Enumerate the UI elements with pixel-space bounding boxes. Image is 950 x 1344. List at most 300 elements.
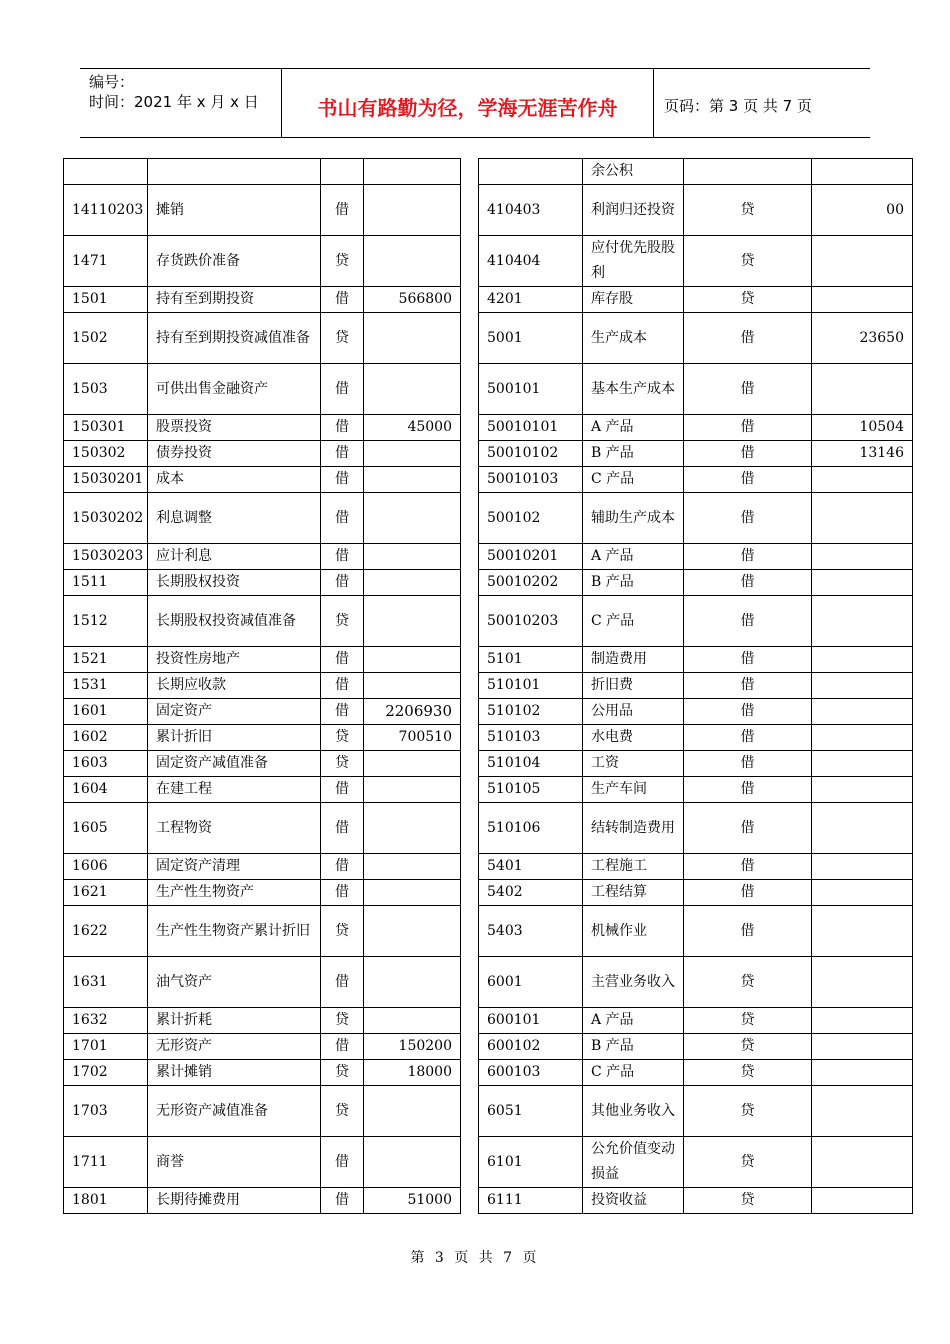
right-account-name: 生产车间 <box>583 777 684 803</box>
column-gap <box>461 364 479 415</box>
right-direction: 借 <box>684 880 812 906</box>
left-account-code: 15030201 <box>64 467 148 493</box>
header-page-info <box>654 69 870 137</box>
account-table <box>63 158 913 1214</box>
right-account-name: B 产品 <box>583 441 684 467</box>
table-row <box>64 699 913 725</box>
right-account-name: C 产品 <box>583 467 684 493</box>
right-account-name: A 产品 <box>583 415 684 441</box>
left-account-code: 1502 <box>64 313 148 364</box>
left-amount <box>364 957 461 1008</box>
right-amount <box>812 699 913 725</box>
right-amount <box>812 1034 913 1060</box>
left-account-code: 1471 <box>64 236 148 287</box>
right-direction: 借 <box>684 441 812 467</box>
left-account-code: 1631 <box>64 957 148 1008</box>
column-gap <box>461 1188 479 1214</box>
column-gap <box>461 287 479 313</box>
right-account-code: 410404 <box>479 236 583 287</box>
header-meta <box>80 69 282 137</box>
right-direction <box>684 159 812 185</box>
left-amount <box>364 570 461 596</box>
right-direction: 借 <box>684 544 812 570</box>
table-row <box>64 1060 913 1086</box>
right-account-code: 510105 <box>479 777 583 803</box>
column-gap <box>461 544 479 570</box>
left-amount <box>364 236 461 287</box>
column-gap <box>461 596 479 647</box>
left-account-name: 工程物资 <box>148 803 321 854</box>
right-account-code: 600102 <box>479 1034 583 1060</box>
right-account-name: 工程结算 <box>583 880 684 906</box>
right-account-code: 4201 <box>479 287 583 313</box>
left-account-code: 1603 <box>64 751 148 777</box>
right-amount <box>812 364 913 415</box>
left-account-code: 1632 <box>64 1008 148 1034</box>
right-direction: 借 <box>684 803 812 854</box>
column-gap <box>461 777 479 803</box>
left-account-code: 14110203 <box>64 185 148 236</box>
serial-label: 编号： <box>89 73 135 91</box>
column-gap <box>461 467 479 493</box>
left-account-code <box>64 159 148 185</box>
right-amount <box>812 1188 913 1214</box>
left-account-code: 1512 <box>64 596 148 647</box>
left-direction: 贷 <box>321 906 364 957</box>
left-account-code: 1701 <box>64 1034 148 1060</box>
right-account-code: 600101 <box>479 1008 583 1034</box>
left-direction: 借 <box>321 1188 364 1214</box>
left-amount <box>364 467 461 493</box>
right-amount <box>812 467 913 493</box>
left-amount <box>364 751 461 777</box>
left-account-name: 持有至到期投资 <box>148 287 321 313</box>
left-account-name: 应计利息 <box>148 544 321 570</box>
left-amount <box>364 185 461 236</box>
column-gap <box>461 1008 479 1034</box>
left-amount <box>364 880 461 906</box>
left-direction <box>321 159 364 185</box>
left-direction: 借 <box>321 467 364 493</box>
right-amount <box>812 647 913 673</box>
left-account-name: 持有至到期投资减值准备 <box>148 313 321 364</box>
right-direction: 借 <box>684 777 812 803</box>
left-amount <box>364 1008 461 1034</box>
table-row <box>64 596 913 647</box>
page-indicator: 页码：第 3 页 共 7 页 <box>664 96 812 115</box>
left-account-name: 利息调整 <box>148 493 321 544</box>
left-account-code: 1801 <box>64 1188 148 1214</box>
left-amount: 51000 <box>364 1188 461 1214</box>
right-account-code: 50010103 <box>479 467 583 493</box>
right-direction: 借 <box>684 493 812 544</box>
right-amount: 00 <box>812 185 913 236</box>
table-row <box>64 415 913 441</box>
right-account-code: 6051 <box>479 1086 583 1137</box>
right-account-code: 6101 <box>479 1137 583 1188</box>
left-amount <box>364 647 461 673</box>
left-direction: 借 <box>321 493 364 544</box>
left-account-name: 无形资产减值准备 <box>148 1086 321 1137</box>
right-account-code: 50010101 <box>479 415 583 441</box>
right-account-name: 水电费 <box>583 725 684 751</box>
right-account-name: 机械作业 <box>583 906 684 957</box>
left-account-code: 1622 <box>64 906 148 957</box>
right-direction: 借 <box>684 415 812 441</box>
table-row <box>64 906 913 957</box>
column-gap <box>461 415 479 441</box>
left-account-name: 无形资产 <box>148 1034 321 1060</box>
table-row <box>64 467 913 493</box>
left-direction: 借 <box>321 415 364 441</box>
table-row <box>64 287 913 313</box>
column-gap <box>461 751 479 777</box>
right-account-code: 510103 <box>479 725 583 751</box>
left-direction: 借 <box>321 957 364 1008</box>
column-gap <box>461 880 479 906</box>
right-account-name: 制造费用 <box>583 647 684 673</box>
right-account-code: 500101 <box>479 364 583 415</box>
right-account-name: 折旧费 <box>583 673 684 699</box>
left-account-name: 在建工程 <box>148 777 321 803</box>
left-direction: 贷 <box>321 313 364 364</box>
table-row <box>64 880 913 906</box>
left-direction: 借 <box>321 880 364 906</box>
left-account-name: 股票投资 <box>148 415 321 441</box>
left-amount <box>364 596 461 647</box>
right-amount <box>812 957 913 1008</box>
right-amount <box>812 1086 913 1137</box>
right-account-name: A 产品 <box>583 1008 684 1034</box>
right-direction: 贷 <box>684 957 812 1008</box>
table-row <box>64 1188 913 1214</box>
left-direction: 借 <box>321 803 364 854</box>
page-footer: 第 3 页 共 7 页 <box>410 1250 540 1266</box>
left-direction: 贷 <box>321 236 364 287</box>
left-direction: 借 <box>321 544 364 570</box>
left-account-code: 1606 <box>64 854 148 880</box>
left-account-name: 长期待摊费用 <box>148 1188 321 1214</box>
left-amount <box>364 364 461 415</box>
left-account-code: 1602 <box>64 725 148 751</box>
right-amount <box>812 673 913 699</box>
right-direction: 借 <box>684 647 812 673</box>
right-amount <box>812 159 913 185</box>
left-account-code: 1702 <box>64 1060 148 1086</box>
left-amount <box>364 777 461 803</box>
table-row <box>64 957 913 1008</box>
left-account-name: 债券投资 <box>148 441 321 467</box>
right-account-name: 基本生产成本 <box>583 364 684 415</box>
right-account-name: 利润归还投资 <box>583 185 684 236</box>
left-account-name: 长期股权投资减值准备 <box>148 596 321 647</box>
table-row <box>64 493 913 544</box>
right-direction: 借 <box>684 364 812 415</box>
left-account-code: 1605 <box>64 803 148 854</box>
table-row <box>64 185 913 236</box>
left-account-code: 1511 <box>64 570 148 596</box>
right-account-name: C 产品 <box>583 1060 684 1086</box>
table-row <box>64 1137 913 1188</box>
left-direction: 借 <box>321 441 364 467</box>
right-direction: 贷 <box>684 1008 812 1034</box>
right-account-code: 50010202 <box>479 570 583 596</box>
left-account-code: 1711 <box>64 1137 148 1188</box>
left-amount <box>364 854 461 880</box>
table-row <box>64 854 913 880</box>
right-account-name: 辅助生产成本 <box>583 493 684 544</box>
left-amount <box>364 1086 461 1137</box>
table-row <box>64 1086 913 1137</box>
right-amount <box>812 570 913 596</box>
right-direction: 贷 <box>684 1034 812 1060</box>
right-direction: 借 <box>684 570 812 596</box>
right-amount <box>812 493 913 544</box>
right-account-code: 50010203 <box>479 596 583 647</box>
left-account-code: 1531 <box>64 673 148 699</box>
right-amount <box>812 1060 913 1086</box>
right-account-code: 410403 <box>479 185 583 236</box>
right-account-name: B 产品 <box>583 1034 684 1060</box>
left-account-name: 商誉 <box>148 1137 321 1188</box>
left-direction: 贷 <box>321 1008 364 1034</box>
right-account-name: A 产品 <box>583 544 684 570</box>
column-gap <box>461 854 479 880</box>
column-gap <box>461 1034 479 1060</box>
right-account-code: 5402 <box>479 880 583 906</box>
left-account-name: 累计折旧 <box>148 725 321 751</box>
right-amount <box>812 725 913 751</box>
right-account-name: 主营业务收入 <box>583 957 684 1008</box>
right-direction: 借 <box>684 673 812 699</box>
right-direction: 借 <box>684 699 812 725</box>
left-direction: 借 <box>321 570 364 596</box>
left-amount <box>364 493 461 544</box>
right-account-code: 510102 <box>479 699 583 725</box>
left-direction: 借 <box>321 1034 364 1060</box>
right-direction: 借 <box>684 313 812 364</box>
left-direction: 借 <box>321 364 364 415</box>
left-account-name: 累计摊销 <box>148 1060 321 1086</box>
right-amount: 13146 <box>812 441 913 467</box>
left-direction: 借 <box>321 777 364 803</box>
left-amount: 566800 <box>364 287 461 313</box>
right-account-name: 公允价值变动损益 <box>583 1137 684 1188</box>
right-account-code: 600103 <box>479 1060 583 1086</box>
right-account-name: B 产品 <box>583 570 684 596</box>
right-amount <box>812 906 913 957</box>
right-account-code <box>479 159 583 185</box>
left-account-name: 固定资产 <box>148 699 321 725</box>
left-account-code: 1501 <box>64 287 148 313</box>
left-account-name: 投资性房地产 <box>148 647 321 673</box>
left-account-code: 1621 <box>64 880 148 906</box>
left-account-name: 生产性生物资产 <box>148 880 321 906</box>
left-account-code: 1703 <box>64 1086 148 1137</box>
right-direction: 借 <box>684 906 812 957</box>
right-account-code: 5403 <box>479 906 583 957</box>
left-amount: 45000 <box>364 415 461 441</box>
right-account-name: 工资 <box>583 751 684 777</box>
table-row <box>64 803 913 854</box>
column-gap <box>461 441 479 467</box>
right-direction: 借 <box>684 854 812 880</box>
right-direction: 贷 <box>684 1188 812 1214</box>
right-amount <box>812 544 913 570</box>
page-header <box>80 68 870 138</box>
left-direction: 借 <box>321 647 364 673</box>
table-row <box>64 236 913 287</box>
column-gap <box>461 1137 479 1188</box>
left-account-name: 油气资产 <box>148 957 321 1008</box>
table-row <box>64 1034 913 1060</box>
table-row <box>64 570 913 596</box>
right-direction: 借 <box>684 596 812 647</box>
table-row <box>64 441 913 467</box>
column-gap <box>461 493 479 544</box>
left-direction: 借 <box>321 673 364 699</box>
right-account-code: 510106 <box>479 803 583 854</box>
right-amount <box>812 287 913 313</box>
column-gap <box>461 725 479 751</box>
column-gap <box>461 236 479 287</box>
right-account-code: 5001 <box>479 313 583 364</box>
left-account-code: 1521 <box>64 647 148 673</box>
right-amount: 10504 <box>812 415 913 441</box>
left-account-name: 可供出售金融资产 <box>148 364 321 415</box>
right-direction: 贷 <box>684 1137 812 1188</box>
left-direction: 贷 <box>321 1086 364 1137</box>
right-amount <box>812 236 913 287</box>
left-account-code: 150301 <box>64 415 148 441</box>
left-direction: 借 <box>321 699 364 725</box>
table-row <box>64 777 913 803</box>
column-gap <box>461 313 479 364</box>
left-account-code: 15030202 <box>64 493 148 544</box>
date-text: 时间：2021 年 x 月 x 日 <box>89 93 259 111</box>
left-amount <box>364 673 461 699</box>
right-amount <box>812 1008 913 1034</box>
right-amount: 23650 <box>812 313 913 364</box>
left-account-name: 成本 <box>148 467 321 493</box>
left-amount <box>364 803 461 854</box>
table-row <box>64 364 913 415</box>
right-account-code: 5101 <box>479 647 583 673</box>
right-account-code: 6111 <box>479 1188 583 1214</box>
right-direction: 贷 <box>684 236 812 287</box>
left-amount: 700510 <box>364 725 461 751</box>
right-direction: 借 <box>684 725 812 751</box>
column-gap <box>461 159 479 185</box>
left-amount <box>364 313 461 364</box>
right-amount <box>812 1137 913 1188</box>
left-amount: 150200 <box>364 1034 461 1060</box>
right-account-name: 结转制造费用 <box>583 803 684 854</box>
right-account-code: 50010201 <box>479 544 583 570</box>
left-amount <box>364 544 461 570</box>
left-account-code: 1604 <box>64 777 148 803</box>
column-gap <box>461 673 479 699</box>
left-amount <box>364 441 461 467</box>
left-account-name: 累计折耗 <box>148 1008 321 1034</box>
right-amount <box>812 777 913 803</box>
left-account-code: 1503 <box>64 364 148 415</box>
left-direction: 借 <box>321 1137 364 1188</box>
right-account-code: 5401 <box>479 854 583 880</box>
left-account-code: 150302 <box>64 441 148 467</box>
right-account-name: C 产品 <box>583 596 684 647</box>
table-row <box>64 751 913 777</box>
right-account-code: 50010102 <box>479 441 583 467</box>
table-row <box>64 725 913 751</box>
left-account-name: 生产性生物资产累计折旧 <box>148 906 321 957</box>
right-account-code: 510101 <box>479 673 583 699</box>
left-account-name: 存货跌价准备 <box>148 236 321 287</box>
left-direction: 贷 <box>321 751 364 777</box>
right-account-name: 应付优先股股利 <box>583 236 684 287</box>
table-row <box>64 1008 913 1034</box>
column-gap <box>461 647 479 673</box>
table-row <box>64 673 913 699</box>
left-amount: 2206930 <box>364 699 461 725</box>
right-amount <box>812 880 913 906</box>
motto-text: 书山有路勤为径，学海无涯苦作舟 <box>317 95 618 120</box>
header-motto <box>282 69 654 137</box>
column-gap <box>461 185 479 236</box>
table-row <box>64 647 913 673</box>
right-account-name: 余公积 <box>583 159 684 185</box>
left-account-name: 固定资产清理 <box>148 854 321 880</box>
right-direction: 借 <box>684 751 812 777</box>
column-gap <box>461 957 479 1008</box>
column-gap <box>461 1086 479 1137</box>
table-row <box>64 313 913 364</box>
left-account-name <box>148 159 321 185</box>
right-amount <box>812 854 913 880</box>
right-amount <box>812 751 913 777</box>
right-account-name: 库存股 <box>583 287 684 313</box>
right-account-name: 公用品 <box>583 699 684 725</box>
left-account-name: 长期应收款 <box>148 673 321 699</box>
right-direction: 贷 <box>684 287 812 313</box>
left-amount <box>364 906 461 957</box>
right-direction: 贷 <box>684 1086 812 1137</box>
left-direction: 贷 <box>321 1060 364 1086</box>
left-direction: 借 <box>321 854 364 880</box>
right-account-code: 500102 <box>479 493 583 544</box>
right-account-name: 工程施工 <box>583 854 684 880</box>
right-account-code: 6001 <box>479 957 583 1008</box>
right-amount <box>812 596 913 647</box>
right-amount <box>812 803 913 854</box>
table-row <box>64 544 913 570</box>
left-account-name: 摊销 <box>148 185 321 236</box>
right-account-name: 其他业务收入 <box>583 1086 684 1137</box>
left-account-name: 长期股权投资 <box>148 570 321 596</box>
right-account-name: 生产成本 <box>583 313 684 364</box>
right-account-name: 投资收益 <box>583 1188 684 1214</box>
column-gap <box>461 803 479 854</box>
left-direction: 贷 <box>321 725 364 751</box>
column-gap <box>461 1060 479 1086</box>
right-direction: 借 <box>684 467 812 493</box>
column-gap <box>461 570 479 596</box>
left-amount <box>364 1137 461 1188</box>
right-direction: 贷 <box>684 1060 812 1086</box>
column-gap <box>461 906 479 957</box>
left-direction: 借 <box>321 185 364 236</box>
left-account-name: 固定资产减值准备 <box>148 751 321 777</box>
